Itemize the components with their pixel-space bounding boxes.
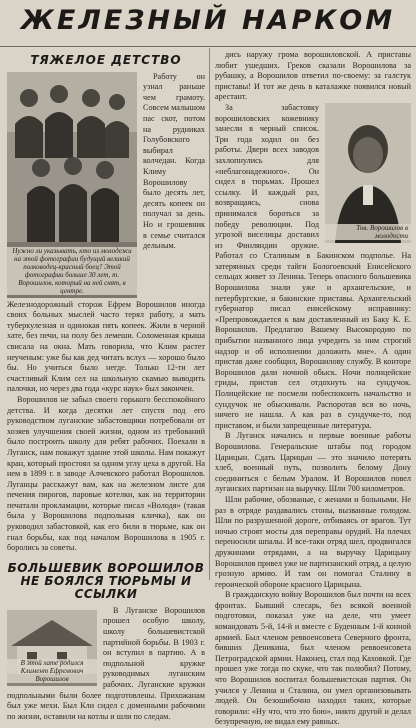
article-paragraph-right-2: За забастовку ворошиловских кожевнику занесли в черный список. Три года ходил он без работы. Двери всех заводов захлопнулись для «неблагонадежного». Он сидел в тюрьмах. Прошел ссылку. И каждый раз, возвращаясь, снова принимался бороться за победу революции. Под угрозой виселицы доставил из Финляндии оружие. Работал со Сталиным в Бакинском подполье. На затерянных среди тайги Бологоевский Енисейского сельцах живет зэ Ленина. Теперь опасного большевика Ворошилова знали уже и архангельские, и петербургские, и бакинские приставы. Архангельский губернатор писал енисейскому исправнику: «Препровождается к вам доставленный из Баку К. Е. Ворошилов. Предлагаю Вашему Высокородию по прибытии названного лица учредить за ним строгий надзор и об исполнении доложить мне». А один пристав даже сообщил, Ворошилову службу. В конторе Ворошилов дали ночной обыск. Ночи полицейские гриды, пристав сел отдохнуть на сундучок. Полицейские не посмели побеспокоить начальство и сундучок не обыскивали. Распоротая вся во ночь, ничего не нашла. А как раз в сундучке-то, под приставом, и были запрещенные литература. xyxy=(215,102,411,430)
portrait-photo xyxy=(325,103,411,243)
page-title: ЖЕЛЕЗНЫЙ НАРКОМ xyxy=(20,5,396,36)
house-photo-caption: В этой хате родился Климент Ефремович Ворошилов xyxy=(7,659,97,683)
house-photo xyxy=(7,610,97,686)
left-column xyxy=(7,53,205,721)
masthead xyxy=(0,0,416,47)
section-heading-childhood: ТЯЖЕЛОЕ ДЕТСТВО xyxy=(30,53,182,67)
right-column xyxy=(215,50,411,727)
section-heading-bolshevik: БОЛЬШЕВИК ВОРОШИЛОВ НЕ БОЯЛСЯ ТЮРЬМЫ И ССЫЛКИ xyxy=(7,560,205,601)
portrait-photo-image xyxy=(325,103,411,243)
group-photo-caption: Нужно ли указывать, кто из молодежи на этой фотографии будущий великий полководец-красный боец? Этой фотографии больше 30 лет, т. Ворошилов, который на ней снят, в центре. xyxy=(7,247,137,295)
article-paragraph-right-1: дись наружу грома ворошиловской. А приставы любит ушедших. Греков сказали Ворошилова за рубашку, а Ворошилов ответил по-своему: за галстук приставы! И тот же день в каталажке появился новый арестант. xyxy=(215,50,411,102)
article-paragraph-right-5: В гражданскую войну Ворошилов был почти на всех фронтах. Бывший слесарь, без всякой военной подготовки, показал уже на деле, что умеет командовать 5-й, 14-й и вместе с Буденным 1-й конной армией. Был членом реввоенсовета Северного фронта, бивших Деникина, был членом реввоенсовета Петроградской армии. Наконец, стал под Каховкой. Где прошел уже тогда по скуке, что так полюбил? Потому, что Ворошилов воспитал большевистская партия. Он учился у Ленина и Сталина, он умел организовывать людей. Он безошибочно находил таких, которые говорили: «Ну что, что это бою», никто другой и делал безупречную, не видал ему равных. xyxy=(215,590,411,727)
article-paragraph-right-4: Шли рабочие, обозваные, с женами и больными. Не раз в отряде раздавались стоны, вызванные голодом. Шли по разрушенной дороге, отбиваясь от врагов. Тут ночью строят мосты для переправы орудий. На плечах переносили шпалы. И все-таки отряд шел, продвигался дружинами отрядами, а на выручку Царицыну Ворошилов привел уже не партизанский отряд, а целую грозную армию. И там он помогал Сталину в героической обороне красного Царицына. xyxy=(215,494,411,589)
article-paragraph-childhood: Работу он узнал раньше чем грамоту. Совсем малышом пас скот, потом на рудниках Голубовского выбирал колчедан. Когда Климу Ворошилову было десять лет, десять копеек он получал за день. Но и грошевник в семье считался дельным. Железнодорожный сторож Ефрем Ворошилов иногда своих больных мыслей часто терял работу, а мать туберкулезная и одинокая пять копеек. Жили в черной хате, без печи, на полу без лемеши. Соломенная крыша свисала на окна. Мать говорила, что Клим растет неученым: уже бы как дед читать вслух — хорошо было бы. Но учиться было негде. Только 12-ти лет счастливый Клим сел на школьную скамью выводить палочки, но через два года «курс наук» был закончен. xyxy=(7,71,205,394)
article-paragraph-childhood-2: Ворошилов не забыл своего горького бесспокойного детства. И когда десятки лет спустя под его руководством луганские забастовщики потребовали от хозяев улучшения своей жизни, одном из требований было построить школу для ребят рабочих. Поехали в Луганск, нам покажут здание этой школы. Нам покажут кран, который простоял за одном углу цеха в другой. На нем в 1899 г. в заводе Алчевского работал Ворошилов. Луганцы расскажут вам, как на железном листе для печения пирогов, паровые котелки, как на территории печатали прокламации, которые писал «Володя» (такая была у Ворошилова подпольная кличка), как он руководил забастовкой, как его били в тюрьме, как он гнал борьбы, как под началом Ворошилова в 1905 г. боролись за советы. xyxy=(7,394,205,553)
article-paragraph-bolshevik: В Луганске Ворошилов прошел особую школу, школу большевистской партийной борьбы. В 1903 г. он вступил в партию. А в подпольной кружке руководимых луганским рабочих. Луганские кружки подпольными были более подготовлены. Прихожанам был уже мехи. Был Кли сидел с доменными рабочими по жизни, оставили на котлы и шли по следам. xyxy=(7,605,205,721)
portrait-photo-caption: Тов. Ворошилов в молодости xyxy=(325,224,411,240)
article-paragraph-right-3: В Луганск начались и первые военные работы Ворошилова. Генеральские штабы под городом Царицын. Сдать Царицын — это значило потерять хлеб, военный путь, позволить белому Дону соединиться с белым Уралом. И Ворошилов повел луганских партизан на выручку. Шли 700 километров. xyxy=(215,431,411,494)
column-divider xyxy=(209,48,210,580)
group-photo xyxy=(7,72,137,298)
